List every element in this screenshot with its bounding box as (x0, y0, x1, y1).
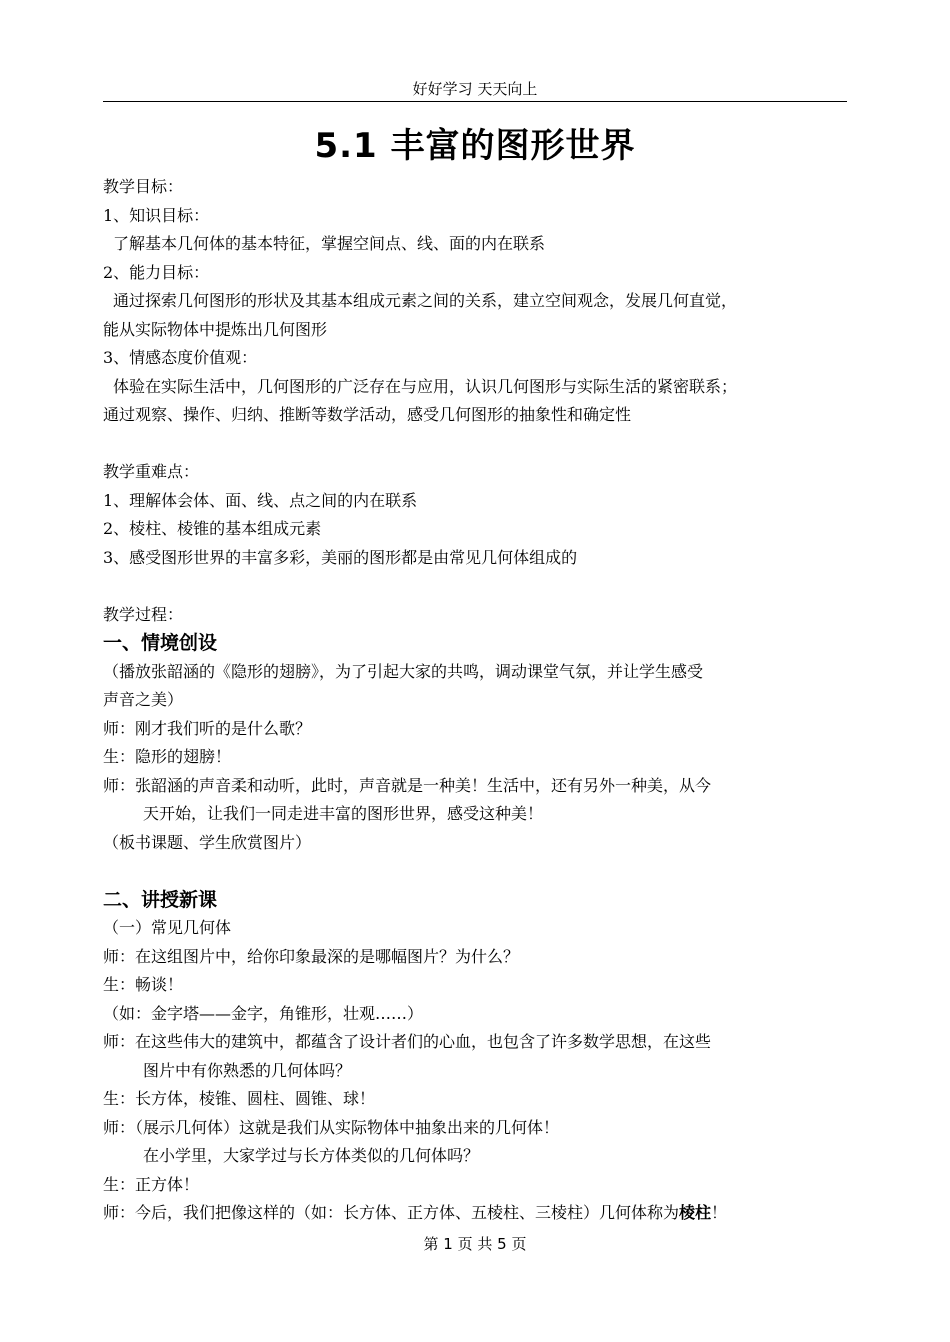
keypoint-1: 1、理解体会体、面、线、点之间的内在联系 (103, 490, 418, 510)
bold-keyword: 棱柱 (679, 1203, 712, 1222)
emotion-goal-title: 3、情感态度价值观： (103, 348, 258, 367)
dialogue-line: 生：长方体，棱锥、圆柱、圆锥、球！ (103, 1089, 376, 1108)
dialogue-line (103, 1199, 853, 1228)
dialogue-line: 师：在这组图片中，给你印象最深的是哪幅图片？为什么？ (103, 946, 520, 966)
dialogue-line-continued: 天开始，让我们一同走进丰富的图形世界，感受这种美！ (143, 804, 544, 823)
spacer (103, 430, 853, 459)
keypoint-3: 3、感受图形世界的丰富多彩，美丽的图形都是由常见几何体组成的 (103, 547, 578, 567)
process-heading: 教学过程： (103, 604, 184, 624)
subsection-title: （一）常见几何体 (103, 918, 232, 937)
dialogue-line-continued: 在小学里，大家学过与长方体类似的几何体吗？ (143, 1146, 480, 1165)
goals-heading: 教学目标： (103, 177, 184, 196)
spacer (103, 572, 853, 601)
ability-goal-title: 2、能力目标： (103, 262, 210, 282)
header-divider (103, 101, 847, 102)
dialogue-line: 生：隐形的翅膀！ (103, 747, 232, 766)
spacer (103, 857, 853, 886)
paragraph-line: （播放张韶涵的《隐形的翅膀》，为了引起大家的共鸣，调动课堂气氛，并让学生感受 (103, 661, 704, 681)
page-footer: 第 1 页 共 5 页 (423, 1235, 527, 1253)
page-header: 好好学习 天天向上 (412, 80, 538, 98)
dialogue-text: ！ (711, 1203, 728, 1222)
knowledge-goal-text: 了解基本几何体的基本特征，掌握空间点、线、面的内在联系 (113, 234, 546, 253)
paragraph-line: （板书课题、学生欣赏图片） (103, 832, 312, 852)
keypoints-heading: 教学重难点： (103, 462, 200, 481)
dialogue-text: 师：今后，我们把像这样的（如：长方体、正方体、五棱柱、三棱柱）几何体称为 (103, 1203, 680, 1222)
dialogue-line: 师：（展示几何体）这就是我们从实际物体中抽象出来的几何体！ (103, 1117, 560, 1137)
document-title: 5.1 丰富的图形世界 (314, 126, 636, 166)
emotion-goal-text-2: 通过观察、操作、归纳、推断等数学活动，感受几何图形的抽象性和确定性 (103, 405, 632, 424)
emotion-goal-text-1: 体验在实际生活中，几何图形的广泛存在与应用，认识几何图形与实际生活的紧密联系； (113, 376, 738, 396)
section-1-title: 一、情境创设 (103, 632, 218, 654)
paragraph-line: （如：金字塔——金字，角锥形，壮观……） (103, 1003, 424, 1023)
section-2-title: 二、讲授新课 (103, 888, 218, 911)
dialogue-line: 师：在这些伟大的建筑中，都蕴含了设计者们的心血，也包含了许多数学思想，在这些 (103, 1032, 712, 1051)
knowledge-goal-title: 1、知识目标： (103, 205, 210, 225)
document-body (103, 173, 853, 1228)
dialogue-line-continued: 图片中有你熟悉的几何体吗？ (143, 1060, 352, 1080)
ability-goal-text-1: 通过探索几何图形的形状及其基本组成元素之间的关系，建立空间观念，发展几何直觉， (113, 291, 738, 310)
dialogue-line: 生：畅谈！ (103, 975, 184, 994)
dialogue-line: 师：刚才我们听的是什么歌？ (103, 718, 312, 738)
dialogue-line: 生：正方体！ (103, 1174, 200, 1194)
paragraph-line: 声音之美） (103, 690, 184, 709)
keypoint-2: 2、棱柱、棱锥的基本组成元素 (103, 519, 322, 538)
ability-goal-text-2: 能从实际物体中提炼出几何图形 (103, 319, 328, 339)
dialogue-line: 师：张韶涵的声音柔和动听，此时，声音就是一种美！生活中，还有另外一种美，从今 (103, 775, 712, 795)
